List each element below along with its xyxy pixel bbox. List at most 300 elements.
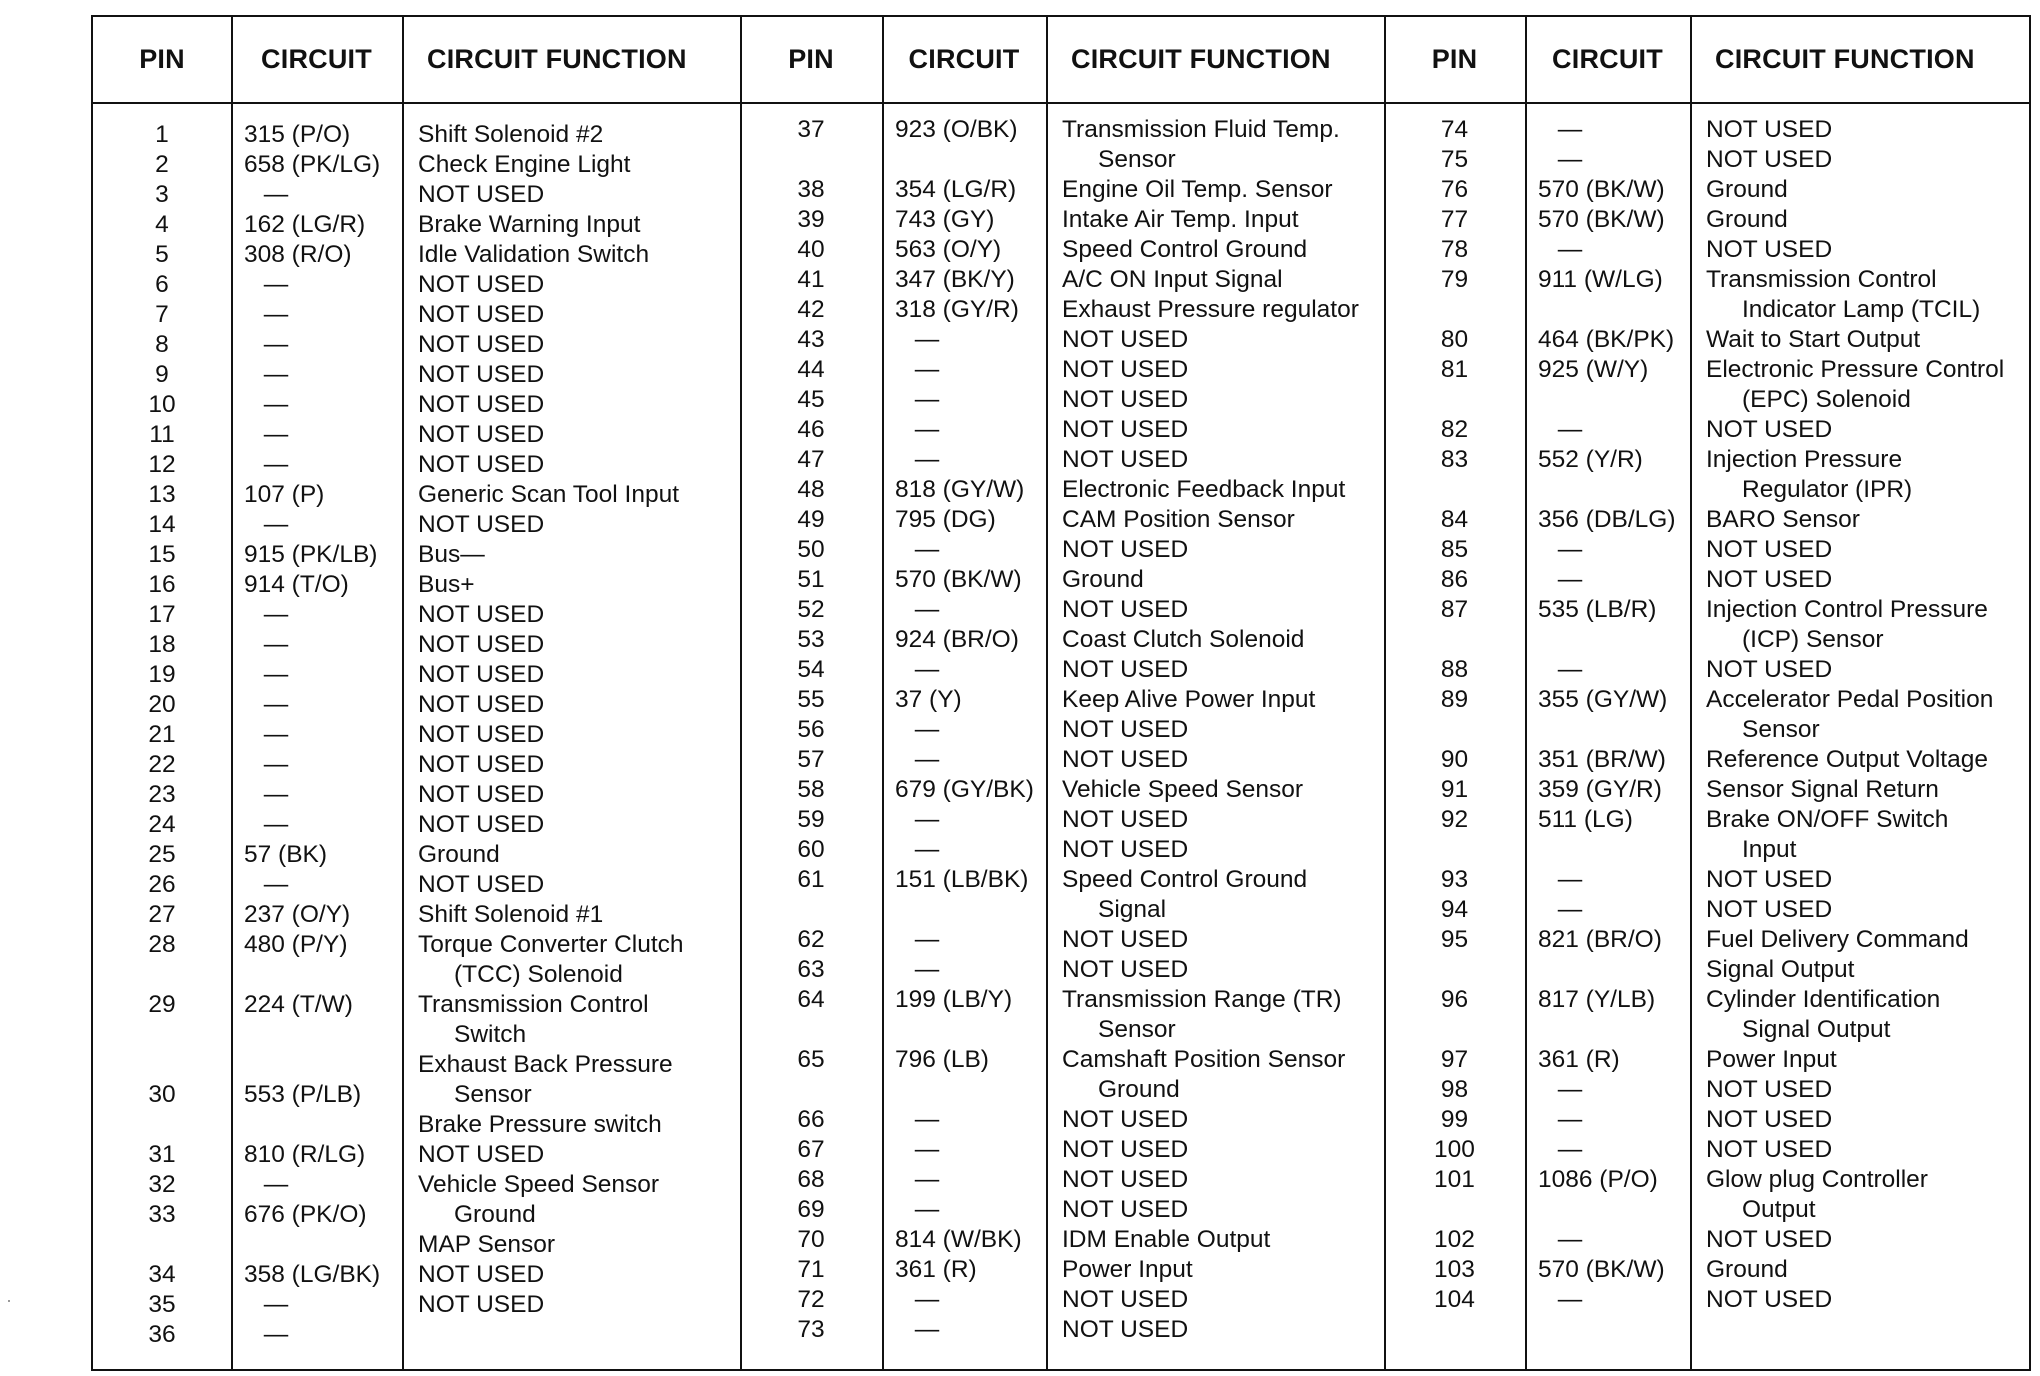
circuit-function: NOT USED: [1062, 806, 1189, 833]
circuit-function: Sensor Signal Return: [1706, 776, 1939, 803]
pin-number: [1405, 835, 1505, 865]
circuit-code: —: [914, 446, 940, 473]
pin-number: 29: [148, 991, 176, 1018]
circuit-function: IDM Enable Output: [1062, 1226, 1271, 1253]
circuit-function: NOT USED: [1706, 536, 1833, 563]
circuit-function: NOT USED: [1062, 536, 1189, 563]
circuit-code: —: [1557, 536, 1583, 563]
circuit-code: 57 (BK): [244, 841, 328, 868]
circuit-code: 915 (PK/LB): [244, 541, 378, 568]
circuit-code: 237 (O/Y): [244, 901, 351, 928]
pin-number: 96: [1440, 986, 1469, 1013]
pin-number: 95: [1440, 926, 1469, 953]
circuit-code: —: [263, 601, 289, 628]
pin-number: 58: [797, 776, 825, 803]
pin-number: 104: [1434, 1286, 1475, 1313]
circuit-code: —: [263, 1321, 289, 1348]
column-divider: [402, 17, 404, 1369]
pin-number: 1: [155, 121, 169, 148]
circuit-function: Injection Control Pressure: [1706, 596, 1988, 623]
circuit-function: Power Input: [1062, 1256, 1193, 1283]
circuit-function: Ground: [418, 841, 500, 868]
circuit-function: CAM Position Sensor: [1062, 506, 1295, 533]
circuit-code: 821 (BR/O): [1538, 926, 1662, 953]
pin-number: 15: [148, 541, 176, 568]
circuit-function: Sensor: [454, 1081, 532, 1108]
circuit-code: —: [1557, 656, 1583, 683]
circuit-code: 308 (R/O): [244, 241, 352, 268]
circuit-function: Transmission Range (TR): [1062, 986, 1342, 1013]
header-pin: PIN: [139, 44, 185, 74]
pin-number: 59: [797, 806, 825, 833]
pin-number: 89: [1440, 686, 1469, 713]
circuit-code: 570 (BK/W): [1538, 1256, 1665, 1283]
circuit-function: NOT USED: [418, 271, 545, 298]
circuit-code: —: [1557, 1136, 1583, 1163]
circuit-function: NOT USED: [1706, 1226, 1833, 1253]
column-divider: [1046, 17, 1048, 1369]
circuit-code: 464 (BK/PK): [1538, 326, 1675, 353]
circuit-function: NOT USED: [418, 871, 545, 898]
circuit-code: —: [263, 721, 289, 748]
circuit-function: Sensor: [1098, 146, 1176, 173]
circuit-code: 37 (Y): [895, 686, 962, 713]
circuit-code: —: [263, 751, 289, 778]
header-pin: PIN: [788, 44, 834, 74]
circuit-code: —: [263, 391, 289, 418]
circuit-code: 923 (O/BK): [895, 116, 1018, 143]
circuit-function: NOT USED: [418, 361, 545, 388]
pin-number: 77: [1440, 206, 1469, 233]
pin-number: 34: [148, 1261, 176, 1288]
circuit-function: Ground: [1706, 1256, 1788, 1283]
circuit-function: NOT USED: [1706, 146, 1833, 173]
pin-number: 13: [148, 481, 176, 508]
pin-number: 55: [797, 686, 825, 713]
circuit-code: 347 (BK/Y): [895, 266, 1015, 293]
circuit-code: —: [263, 781, 289, 808]
circuit-code: —: [263, 511, 289, 538]
circuit-function: Ground: [1062, 566, 1144, 593]
circuit-function: Ground: [1706, 206, 1788, 233]
pin-number: 12: [148, 451, 176, 478]
pin-table: [91, 15, 2031, 1371]
circuit-function: Output: [1742, 1196, 1816, 1223]
circuit-code: —: [263, 1291, 289, 1318]
circuit-code: 1086 (P/O): [1538, 1166, 1658, 1193]
circuit-function: Vehicle Speed Sensor: [418, 1171, 660, 1198]
circuit-code: —: [1557, 116, 1583, 143]
pin-number: 78: [1440, 236, 1469, 263]
pin-number: 9: [155, 361, 169, 388]
pin-number: [1405, 1195, 1505, 1225]
circuit-function: NOT USED: [1062, 446, 1189, 473]
pin-number: 102: [1434, 1226, 1475, 1253]
circuit-code: 570 (BK/W): [1538, 176, 1665, 203]
pin-number: 92: [1440, 806, 1469, 833]
circuit-function: NOT USED: [1706, 566, 1833, 593]
circuit-function: Accelerator Pedal Position: [1706, 686, 1994, 713]
circuit-code: 570 (BK/W): [895, 566, 1022, 593]
pin-number: [761, 895, 861, 925]
circuit-function: Camshaft Position Sensor: [1062, 1046, 1346, 1073]
circuit-function: Regulator (IPR): [1742, 476, 1913, 503]
pin-number: 3: [155, 181, 169, 208]
circuit-code: —: [914, 656, 940, 683]
circuit-function: Ground: [454, 1201, 536, 1228]
circuit-function: Intake Air Temp. Input: [1062, 206, 1299, 233]
circuit-code: 318 (GY/R): [895, 296, 1019, 323]
circuit-code: —: [1557, 1076, 1583, 1103]
circuit-code: —: [914, 416, 940, 443]
pin-number: 6: [155, 271, 169, 298]
pin-number: 27: [148, 901, 176, 928]
circuit-function: NOT USED: [418, 691, 545, 718]
circuit-code: 553 (P/LB): [244, 1081, 362, 1108]
circuit-function: Switch: [454, 1021, 527, 1048]
pin-number: 72: [797, 1286, 825, 1313]
pin-number: 19: [148, 661, 176, 688]
circuit-function: Electronic Pressure Control: [1706, 356, 2005, 383]
circuit-code: —: [914, 1166, 940, 1193]
circuit-function: Coast Clutch Solenoid: [1062, 626, 1305, 653]
header-divider: [93, 102, 2029, 104]
pin-number: 41: [797, 266, 825, 293]
pin-number: 103: [1434, 1256, 1475, 1283]
circuit-code: —: [1557, 896, 1583, 923]
circuit-code: —: [914, 926, 940, 953]
circuit-function: Shift Solenoid #2: [418, 121, 604, 148]
circuit-code: 355 (GY/W): [1538, 686, 1668, 713]
pin-number: 65: [797, 1046, 825, 1073]
circuit-function: Signal: [1098, 896, 1167, 923]
pin-number: 17: [148, 601, 176, 628]
circuit-code: 354 (LG/R): [895, 176, 1017, 203]
pin-number: 63: [797, 956, 825, 983]
pin-number: 56: [797, 716, 825, 743]
pin-number: 18: [148, 631, 176, 658]
circuit-code: 818 (GY/W): [895, 476, 1025, 503]
circuit-code: 480 (P/Y): [244, 931, 348, 958]
circuit-function: NOT USED: [418, 601, 545, 628]
pin-number: 70: [797, 1226, 825, 1253]
pin-number: 46: [797, 416, 825, 443]
pin-number: [1405, 715, 1505, 745]
pin-number: [1405, 295, 1505, 325]
circuit-function: NOT USED: [418, 511, 545, 538]
circuit-code: —: [914, 1286, 940, 1313]
pin-number: 91: [1440, 776, 1469, 803]
pin-number: 10: [148, 391, 176, 418]
circuit-code: 570 (BK/W): [1538, 206, 1665, 233]
circuit-function: Keep Alive Power Input: [1062, 686, 1316, 713]
circuit-code: —: [1557, 1286, 1583, 1313]
circuit-function: NOT USED: [1706, 116, 1833, 143]
column-divider: [882, 17, 884, 1369]
circuit-function: Check Engine Light: [418, 151, 631, 178]
circuit-function: Sensor: [1742, 716, 1820, 743]
header-circuit: CIRCUIT: [908, 44, 1020, 74]
pin-number: 36: [148, 1321, 176, 1348]
circuit-code: 563 (O/Y): [895, 236, 1002, 263]
column-divider: [740, 17, 742, 1369]
pin-number: [1405, 1015, 1505, 1045]
circuit-code: —: [263, 421, 289, 448]
circuit-function: NOT USED: [418, 781, 545, 808]
pin-number: 88: [1440, 656, 1469, 683]
circuit-function: NOT USED: [1062, 1166, 1189, 1193]
circuit-code: —: [914, 1316, 940, 1343]
circuit-function: (TCC) Solenoid: [454, 961, 623, 988]
pin-number: 22: [148, 751, 176, 778]
circuit-function: (ICP) Sensor: [1742, 626, 1884, 653]
circuit-function: Power Input: [1706, 1046, 1837, 1073]
pin-number: 30: [148, 1081, 176, 1108]
circuit-code: 924 (BR/O): [895, 626, 1019, 653]
circuit-function: Bus+: [418, 571, 475, 598]
circuit-code: —: [263, 331, 289, 358]
circuit-function: Engine Oil Temp. Sensor: [1062, 176, 1333, 203]
pin-number: 81: [1440, 356, 1469, 383]
circuit-code: 535 (LB/R): [1538, 596, 1657, 623]
circuit-function: Sensor: [1098, 1016, 1176, 1043]
pin-number: 47: [797, 446, 825, 473]
pin-number: 62: [797, 926, 825, 953]
circuit-function: NOT USED: [1062, 956, 1189, 983]
circuit-function: NOT USED: [418, 661, 545, 688]
pin-number: 14: [148, 511, 176, 538]
circuit-code: —: [263, 631, 289, 658]
circuit-function: Speed Control Ground: [1062, 236, 1308, 263]
pin-number: 24: [148, 811, 176, 838]
circuit-code: —: [1557, 866, 1583, 893]
pin-number: [112, 1230, 212, 1260]
pin-number: 100: [1434, 1136, 1475, 1163]
pin-number: 44: [797, 356, 825, 383]
circuit-code: —: [914, 1106, 940, 1133]
circuit-code: —: [1557, 1106, 1583, 1133]
circuit-function: NOT USED: [1062, 326, 1189, 353]
pin-number: 31: [148, 1141, 176, 1168]
circuit-function: NOT USED: [1706, 866, 1833, 893]
pin-number: 82: [1440, 416, 1469, 443]
circuit-function: NOT USED: [418, 631, 545, 658]
circuit-function: Transmission Control: [1706, 266, 1937, 293]
pin-number: [761, 1075, 861, 1105]
pin-number: 74: [1440, 116, 1469, 143]
circuit-code: —: [263, 451, 289, 478]
circuit-function: MAP Sensor: [418, 1231, 556, 1258]
pin-number: 84: [1440, 506, 1469, 533]
circuit-function: Injection Pressure: [1706, 446, 1903, 473]
circuit-function: Glow plug Controller: [1706, 1166, 1928, 1193]
pin-number: 32: [148, 1171, 176, 1198]
pin-number: 2: [155, 151, 169, 178]
circuit-code: 107 (P): [244, 481, 325, 508]
pin-number: 97: [1440, 1046, 1469, 1073]
circuit-code: 351 (BR/W): [1538, 746, 1666, 773]
circuit-code: 224 (T/W): [244, 991, 353, 1018]
circuit-code: —: [263, 871, 289, 898]
circuit-function: Exhaust Pressure regulator: [1062, 296, 1359, 323]
circuit-function: NOT USED: [1062, 1316, 1189, 1343]
circuit-function: NOT USED: [1062, 1286, 1189, 1313]
circuit-function: NOT USED: [418, 301, 545, 328]
pin-number: 38: [797, 176, 825, 203]
circuit-function: Indicator Lamp (TCIL): [1742, 296, 1981, 323]
pin-number: 87: [1440, 596, 1469, 623]
pin-number: [112, 1110, 212, 1140]
pin-number: 69: [797, 1196, 825, 1223]
circuit-function: NOT USED: [418, 811, 545, 838]
circuit-code: 814 (W/BK): [895, 1226, 1022, 1253]
circuit-function: NOT USED: [1062, 386, 1189, 413]
circuit-code: —: [914, 386, 940, 413]
pin-number: 49: [797, 506, 825, 533]
circuit-function: NOT USED: [1062, 836, 1189, 863]
circuit-function: NOT USED: [418, 1291, 545, 1318]
circuit-function: Ground: [1706, 176, 1788, 203]
circuit-function: A/C ON Input Signal: [1062, 266, 1283, 293]
pin-number: 50: [797, 536, 825, 563]
column-divider: [1690, 17, 1692, 1369]
pin-number: [1405, 625, 1505, 655]
circuit-function: NOT USED: [418, 1261, 545, 1288]
circuit-code: 676 (PK/O): [244, 1201, 367, 1228]
pin-number: 37: [797, 116, 825, 143]
pin-number: 8: [155, 331, 169, 358]
circuit-function: Bus—: [418, 541, 485, 568]
pin-number: 4: [155, 211, 169, 238]
circuit-function: Electronic Feedback Input: [1062, 476, 1346, 503]
pin-number: 42: [797, 296, 825, 323]
pin-number: 75: [1440, 146, 1469, 173]
circuit-code: 796 (LB): [895, 1046, 989, 1073]
circuit-code: —: [914, 1136, 940, 1163]
pin-number: 76: [1440, 176, 1469, 203]
circuit-function: NOT USED: [1706, 656, 1833, 683]
pin-number: 52: [797, 596, 825, 623]
circuit-function: Brake Warning Input: [418, 211, 641, 238]
circuit-code: 911 (W/LG): [1538, 266, 1663, 293]
pin-number: 45: [797, 386, 825, 413]
circuit-function: Idle Validation Switch: [418, 241, 650, 268]
pin-number: 80: [1440, 326, 1469, 353]
pin-number: 11: [149, 421, 175, 448]
circuit-function: NOT USED: [1062, 1106, 1189, 1133]
header-circuit-function: CIRCUIT FUNCTION: [427, 44, 687, 74]
circuit-function: NOT USED: [418, 451, 545, 478]
pin-number: 53: [797, 626, 825, 653]
circuit-function: Wait to Start Output: [1706, 326, 1921, 353]
circuit-code: —: [1557, 146, 1583, 173]
pin-number: 54: [797, 656, 825, 683]
pin-number: 73: [797, 1316, 825, 1343]
circuit-function: Cylinder Identification: [1706, 986, 1941, 1013]
pin-number: 43: [797, 326, 825, 353]
pin-number: 28: [148, 931, 176, 958]
circuit-code: —: [263, 811, 289, 838]
column-divider: [1525, 17, 1527, 1369]
circuit-code: 511 (LG): [1538, 806, 1633, 833]
circuit-code: 679 (GY/BK): [895, 776, 1034, 803]
pin-number: 79: [1440, 266, 1469, 293]
circuit-function: Brake ON/OFF Switch: [1706, 806, 1949, 833]
pin-number: 94: [1440, 896, 1469, 923]
circuit-code: —: [1557, 416, 1583, 443]
circuit-function: NOT USED: [418, 751, 545, 778]
circuit-function: NOT USED: [1706, 416, 1833, 443]
pin-number: 83: [1440, 446, 1469, 473]
circuit-code: 162 (LG/R): [244, 211, 366, 238]
pin-number: 85: [1440, 536, 1469, 563]
pin-number: 26: [148, 871, 176, 898]
circuit-code: —: [914, 596, 940, 623]
circuit-code: —: [1557, 236, 1583, 263]
pin-number: 51: [797, 566, 825, 593]
circuit-function: Transmission Control: [418, 991, 649, 1018]
circuit-function: Torque Converter Clutch: [418, 931, 684, 958]
pin-number: 66: [797, 1106, 825, 1133]
pin-number: 33: [148, 1201, 176, 1228]
pin-number: 7: [155, 301, 169, 328]
column-divider: [1384, 17, 1386, 1369]
pin-number: 101: [1434, 1166, 1475, 1193]
circuit-function: Signal Output: [1706, 956, 1855, 983]
pin-number: 21: [148, 721, 176, 748]
circuit-code: —: [914, 746, 940, 773]
pin-number: [1405, 475, 1505, 505]
circuit-code: 361 (R): [1538, 1046, 1620, 1073]
circuit-function: Shift Solenoid #1: [418, 901, 604, 928]
pin-number: 67: [797, 1136, 825, 1163]
pin-number: 39: [797, 206, 825, 233]
circuit-function: NOT USED: [1062, 656, 1189, 683]
circuit-code: 361 (R): [895, 1256, 977, 1283]
circuit-code: —: [914, 356, 940, 383]
circuit-function: Signal Output: [1742, 1016, 1891, 1043]
pin-number: [112, 960, 212, 990]
pin-number: 61: [797, 866, 825, 893]
circuit-function: NOT USED: [1062, 416, 1189, 443]
circuit-code: 359 (GY/R): [1538, 776, 1662, 803]
header-circuit-function: CIRCUIT FUNCTION: [1715, 44, 1975, 74]
pin-number: 48: [797, 476, 825, 503]
circuit-code: 199 (LB/Y): [895, 986, 1013, 1013]
pin-number: 99: [1440, 1106, 1469, 1133]
circuit-function: NOT USED: [418, 1141, 545, 1168]
circuit-code: —: [263, 301, 289, 328]
header-pin: PIN: [1431, 44, 1478, 74]
pin-number: [1405, 385, 1505, 415]
pin-number: 86: [1440, 566, 1469, 593]
pin-number: 57: [797, 746, 825, 773]
circuit-function: NOT USED: [1062, 716, 1189, 743]
header-circuit-function: CIRCUIT FUNCTION: [1071, 44, 1331, 74]
pin-number: 90: [1440, 746, 1469, 773]
pin-number: [761, 1015, 861, 1045]
pin-number: 16: [148, 571, 176, 598]
circuit-code: —: [914, 806, 940, 833]
circuit-code: 795 (DG): [895, 506, 996, 533]
circuit-code: —: [263, 181, 289, 208]
circuit-function: NOT USED: [1062, 926, 1189, 953]
circuit-function: NOT USED: [1062, 1136, 1189, 1163]
circuit-function: Input: [1742, 836, 1797, 863]
pin-number: [112, 1050, 212, 1080]
pin-number: [761, 145, 861, 175]
circuit-code: 914 (T/O): [244, 571, 349, 598]
